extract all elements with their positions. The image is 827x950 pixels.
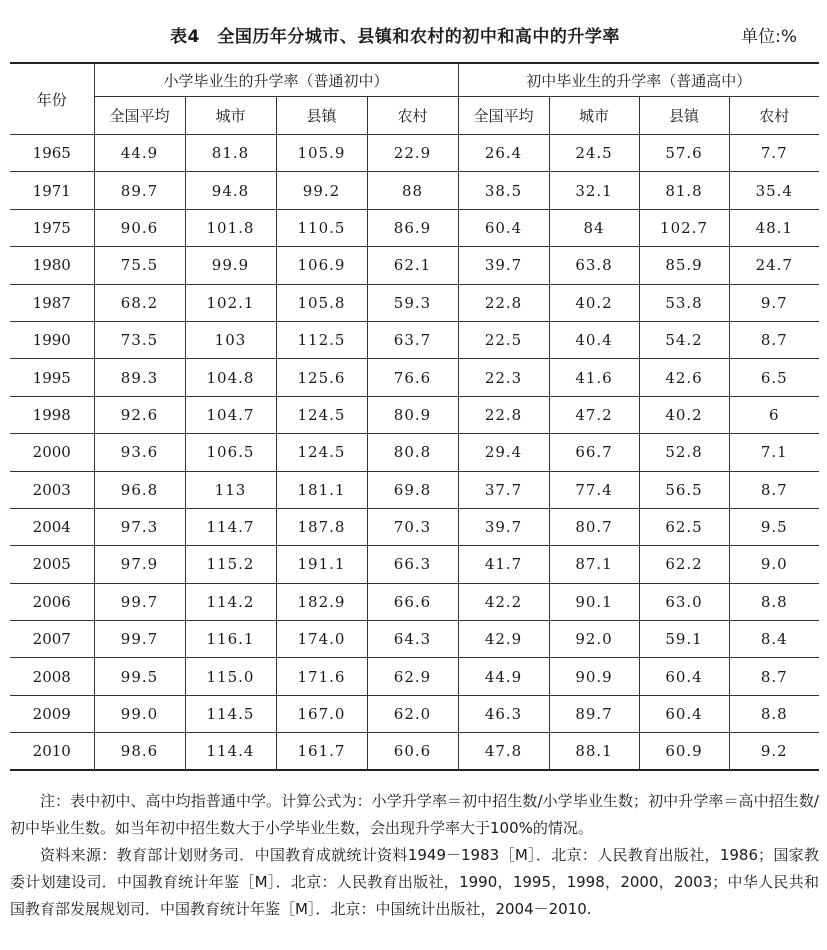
year-cell: 1975 xyxy=(10,209,94,246)
value-cell: 99.5 xyxy=(94,658,185,695)
value-cell: 53.8 xyxy=(639,284,729,321)
value-cell: 9.0 xyxy=(729,546,819,583)
group-header-primary: 小学毕业生的升学率（普通初中） xyxy=(94,63,458,97)
value-cell: 60.9 xyxy=(639,733,729,770)
value-cell: 80.7 xyxy=(549,508,639,545)
value-cell: 42.6 xyxy=(639,359,729,396)
value-cell: 110.5 xyxy=(276,209,367,246)
value-cell: 22.9 xyxy=(367,135,458,172)
table-row xyxy=(10,396,819,433)
column-header: 农村 xyxy=(367,97,458,135)
value-cell: 115.0 xyxy=(185,658,276,695)
value-cell: 62.5 xyxy=(639,508,729,545)
value-cell: 114.7 xyxy=(185,508,276,545)
year-cell: 1971 xyxy=(10,172,94,209)
value-cell: 106.5 xyxy=(185,434,276,471)
table-row xyxy=(10,733,819,770)
year-cell: 1990 xyxy=(10,321,94,358)
value-cell: 77.4 xyxy=(549,471,639,508)
value-cell: 22.8 xyxy=(458,396,549,433)
value-cell: 44.9 xyxy=(94,135,185,172)
value-cell: 73.5 xyxy=(94,321,185,358)
table-row xyxy=(10,621,819,658)
value-cell: 54.2 xyxy=(639,321,729,358)
value-cell: 75.5 xyxy=(94,247,185,284)
value-cell: 46.3 xyxy=(458,695,549,732)
value-cell: 24.7 xyxy=(729,247,819,284)
table-row xyxy=(10,209,819,246)
value-cell: 89.7 xyxy=(549,695,639,732)
value-cell: 76.6 xyxy=(367,359,458,396)
value-cell: 62.0 xyxy=(367,695,458,732)
enrollment-rate-table xyxy=(10,62,819,771)
year-cell: 1995 xyxy=(10,359,94,396)
value-cell: 105.9 xyxy=(276,135,367,172)
value-cell: 59.1 xyxy=(639,621,729,658)
year-cell: 2005 xyxy=(10,546,94,583)
value-cell: 60.4 xyxy=(639,658,729,695)
value-cell: 80.8 xyxy=(367,434,458,471)
table-row xyxy=(10,471,819,508)
table-note: 注：表中初中、高中均指普通中学。计算公式为：小学升学率＝初中招生数/小学毕业生数；初中升学率＝高中招生数/初中毕业生数。如当年初中招生数大于小学毕业生数，会出现升学率大于100%的情况。 xyxy=(10,792,819,837)
table-row xyxy=(10,359,819,396)
column-header: 城市 xyxy=(549,97,639,135)
value-cell: 96.8 xyxy=(94,471,185,508)
value-cell: 80.9 xyxy=(367,396,458,433)
year-cell: 2008 xyxy=(10,658,94,695)
value-cell: 26.4 xyxy=(458,135,549,172)
value-cell: 102.7 xyxy=(639,209,729,246)
value-cell: 44.9 xyxy=(458,658,549,695)
value-cell: 181.1 xyxy=(276,471,367,508)
value-cell: 35.4 xyxy=(729,172,819,209)
value-cell: 66.7 xyxy=(549,434,639,471)
year-cell: 1998 xyxy=(10,396,94,433)
value-cell: 40.2 xyxy=(639,396,729,433)
value-cell: 68.2 xyxy=(94,284,185,321)
value-cell: 115.2 xyxy=(185,546,276,583)
value-cell: 9.5 xyxy=(729,508,819,545)
value-cell: 8.8 xyxy=(729,695,819,732)
value-cell: 124.5 xyxy=(276,434,367,471)
value-cell: 62.1 xyxy=(367,247,458,284)
year-cell: 2003 xyxy=(10,471,94,508)
year-cell: 2004 xyxy=(10,508,94,545)
value-cell: 41.7 xyxy=(458,546,549,583)
value-cell: 106.9 xyxy=(276,247,367,284)
value-cell: 6 xyxy=(729,396,819,433)
value-cell: 22.8 xyxy=(458,284,549,321)
value-cell: 90.6 xyxy=(94,209,185,246)
notes-section xyxy=(10,788,819,923)
value-cell: 182.9 xyxy=(276,583,367,620)
value-cell: 22.5 xyxy=(458,321,549,358)
value-cell: 62.2 xyxy=(639,546,729,583)
table-row xyxy=(10,247,819,284)
value-cell: 8.7 xyxy=(729,658,819,695)
value-cell: 63.8 xyxy=(549,247,639,284)
value-cell: 38.5 xyxy=(458,172,549,209)
value-cell: 59.3 xyxy=(367,284,458,321)
column-header: 农村 xyxy=(729,97,819,135)
table-row xyxy=(10,434,819,471)
value-cell: 99.0 xyxy=(94,695,185,732)
table-row xyxy=(10,284,819,321)
value-cell: 92.6 xyxy=(94,396,185,433)
value-cell: 97.3 xyxy=(94,508,185,545)
value-cell: 191.1 xyxy=(276,546,367,583)
value-cell: 81.8 xyxy=(185,135,276,172)
value-cell: 114.4 xyxy=(185,733,276,770)
value-cell: 114.2 xyxy=(185,583,276,620)
year-cell: 1987 xyxy=(10,284,94,321)
value-cell: 32.1 xyxy=(549,172,639,209)
year-cell: 2000 xyxy=(10,434,94,471)
value-cell: 70.3 xyxy=(367,508,458,545)
column-header: 全国平均 xyxy=(94,97,185,135)
value-cell: 29.4 xyxy=(458,434,549,471)
value-cell: 8.7 xyxy=(729,471,819,508)
value-cell: 98.6 xyxy=(94,733,185,770)
value-cell: 22.3 xyxy=(458,359,549,396)
column-header: 城市 xyxy=(185,97,276,135)
data-source: 资料来源：教育部计划财务司．中国教育成就统计资料1949－1983［M］．北京：人民教育出版社，1986；国家教委计划建设司．中国教育统计年鉴［M］．北京：人民教育出版社，1990，1995，1998，2000，2003；中华人民共和国教育部发展规划司．中国教育统计年鉴［M］．北京：中国统计出版社，2004－2010. xyxy=(10,846,819,918)
value-cell: 52.8 xyxy=(639,434,729,471)
value-cell: 171.6 xyxy=(276,658,367,695)
value-cell: 101.8 xyxy=(185,209,276,246)
value-cell: 99.2 xyxy=(276,172,367,209)
column-header: 县镇 xyxy=(276,97,367,135)
year-cell: 1965 xyxy=(10,135,94,172)
unit-label: 单位:% xyxy=(741,27,797,47)
value-cell: 40.2 xyxy=(549,284,639,321)
value-cell: 60.4 xyxy=(458,209,549,246)
value-cell: 99.7 xyxy=(94,583,185,620)
value-cell: 64.3 xyxy=(367,621,458,658)
value-cell: 113 xyxy=(185,471,276,508)
value-cell: 7.1 xyxy=(729,434,819,471)
value-cell: 9.7 xyxy=(729,284,819,321)
value-cell: 99.7 xyxy=(94,621,185,658)
table-row xyxy=(10,508,819,545)
value-cell: 89.3 xyxy=(94,359,185,396)
year-cell: 2006 xyxy=(10,583,94,620)
table-title: 表4 全国历年分城市、县镇和农村的初中和高中的升学率 xyxy=(170,27,620,47)
value-cell: 9.2 xyxy=(729,733,819,770)
value-cell: 94.8 xyxy=(185,172,276,209)
table-row xyxy=(10,658,819,695)
value-cell: 48.1 xyxy=(729,209,819,246)
value-cell: 103 xyxy=(185,321,276,358)
value-cell: 42.2 xyxy=(458,583,549,620)
value-cell: 8.8 xyxy=(729,583,819,620)
value-cell: 90.9 xyxy=(549,658,639,695)
table-row xyxy=(10,321,819,358)
value-cell: 85.9 xyxy=(639,247,729,284)
value-cell: 8.7 xyxy=(729,321,819,358)
value-cell: 40.4 xyxy=(549,321,639,358)
value-cell: 87.1 xyxy=(549,546,639,583)
value-cell: 161.7 xyxy=(276,733,367,770)
value-cell: 174.0 xyxy=(276,621,367,658)
value-cell: 39.7 xyxy=(458,247,549,284)
value-cell: 42.9 xyxy=(458,621,549,658)
value-cell: 69.8 xyxy=(367,471,458,508)
value-cell: 39.7 xyxy=(458,508,549,545)
value-cell: 37.7 xyxy=(458,471,549,508)
value-cell: 62.9 xyxy=(367,658,458,695)
table-body xyxy=(10,135,819,771)
value-cell: 66.3 xyxy=(367,546,458,583)
value-cell: 60.4 xyxy=(639,695,729,732)
year-cell: 2009 xyxy=(10,695,94,732)
value-cell: 47.8 xyxy=(458,733,549,770)
value-cell: 63.7 xyxy=(367,321,458,358)
table-row xyxy=(10,583,819,620)
value-cell: 104.8 xyxy=(185,359,276,396)
value-cell: 6.5 xyxy=(729,359,819,396)
value-cell: 47.2 xyxy=(549,396,639,433)
year-cell: 1980 xyxy=(10,247,94,284)
value-cell: 60.6 xyxy=(367,733,458,770)
value-cell: 24.5 xyxy=(549,135,639,172)
value-cell: 112.5 xyxy=(276,321,367,358)
value-cell: 114.5 xyxy=(185,695,276,732)
value-cell: 89.7 xyxy=(94,172,185,209)
value-cell: 124.5 xyxy=(276,396,367,433)
value-cell: 92.0 xyxy=(549,621,639,658)
year-header: 年份 xyxy=(10,63,94,135)
value-cell: 41.6 xyxy=(549,359,639,396)
table-row xyxy=(10,546,819,583)
value-cell: 66.6 xyxy=(367,583,458,620)
table-row xyxy=(10,172,819,209)
group-header-middle: 初中毕业生的升学率（普通高中） xyxy=(458,63,819,97)
value-cell: 102.1 xyxy=(185,284,276,321)
value-cell: 93.6 xyxy=(94,434,185,471)
value-cell: 105.8 xyxy=(276,284,367,321)
value-cell: 8.4 xyxy=(729,621,819,658)
value-cell: 125.6 xyxy=(276,359,367,396)
year-cell: 2010 xyxy=(10,733,94,770)
value-cell: 81.8 xyxy=(639,172,729,209)
value-cell: 97.9 xyxy=(94,546,185,583)
year-cell: 2007 xyxy=(10,621,94,658)
value-cell: 56.5 xyxy=(639,471,729,508)
value-cell: 84 xyxy=(549,209,639,246)
value-cell: 7.7 xyxy=(729,135,819,172)
sub-header-row xyxy=(10,97,819,135)
value-cell: 88.1 xyxy=(549,733,639,770)
value-cell: 63.0 xyxy=(639,583,729,620)
value-cell: 90.1 xyxy=(549,583,639,620)
value-cell: 116.1 xyxy=(185,621,276,658)
column-header: 县镇 xyxy=(639,97,729,135)
table-row xyxy=(10,695,819,732)
value-cell: 167.0 xyxy=(276,695,367,732)
value-cell: 86.9 xyxy=(367,209,458,246)
value-cell: 187.8 xyxy=(276,508,367,545)
table-row xyxy=(10,135,819,172)
value-cell: 104.7 xyxy=(185,396,276,433)
column-header: 全国平均 xyxy=(458,97,549,135)
title-row xyxy=(0,22,827,52)
value-cell: 88 xyxy=(367,172,458,209)
value-cell: 99.9 xyxy=(185,247,276,284)
value-cell: 57.6 xyxy=(639,135,729,172)
